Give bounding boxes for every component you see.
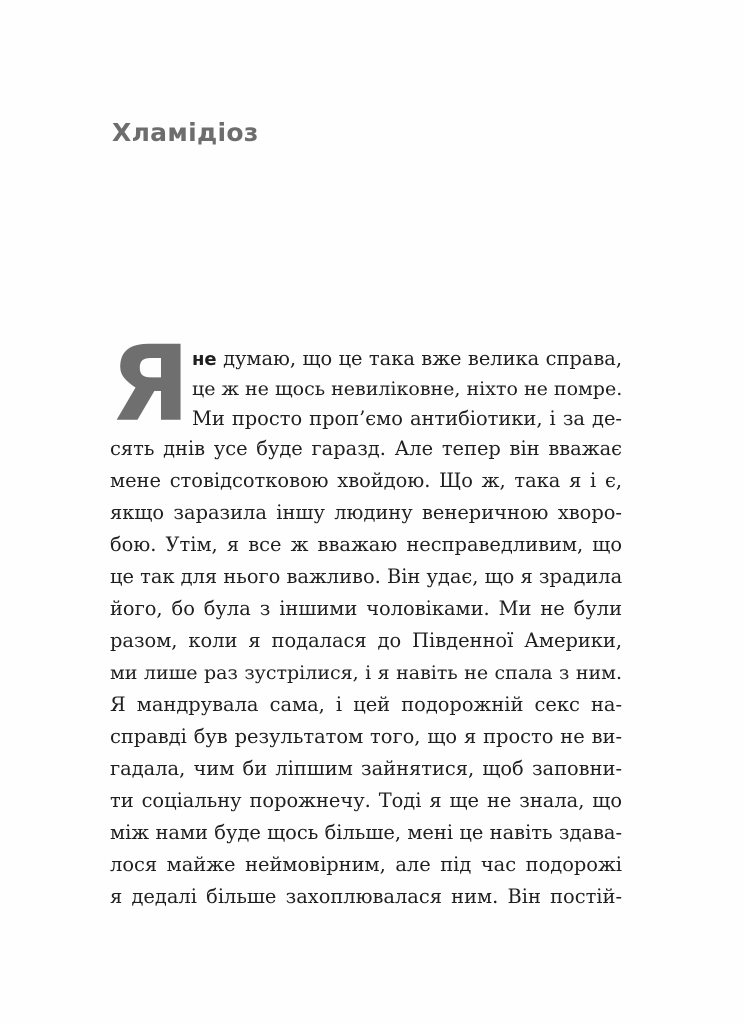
text-line: між нами буде щось більше, мені це навіть здава- <box>110 821 622 844</box>
text-line: це ж не щось невиліковне, ніхто не помре. <box>192 378 623 400</box>
lead-word: не <box>192 349 217 370</box>
drop-cap: Я <box>110 323 191 445</box>
text-line: сять днів усе буде гаразд. Але тепер він вважає <box>110 437 622 460</box>
text-line: мене стовідсотковою хвойдою. Що ж, така я і є, <box>110 469 622 492</box>
text-line: його, бо була з іншими чоловіками. Ми не були <box>110 597 622 620</box>
text-line: Я мандрувала сама, і цей подорожній секс на- <box>110 693 622 716</box>
chapter-title: Хламідіоз <box>112 118 259 147</box>
text-line: якщо заразила іншу людину венеричною хворо- <box>110 501 622 524</box>
text-line: ми лише раз зустрілися, і я навіть не спала з ним. <box>110 662 622 684</box>
text-line: Ми просто проп’ємо антибіотики, і за де- <box>192 407 622 430</box>
text-line: справді був результатом того, що я просто не ви- <box>110 725 622 748</box>
text-line: разом, коли я подалася до Південної Америки, <box>110 629 622 652</box>
text-line: лося майже неймовірним, але під час подорожі <box>110 853 622 876</box>
text-line: бою. Утім, я все ж вважаю несправедливим, що <box>110 533 622 556</box>
line-text: думаю, що це така вже велика справа, <box>223 347 623 370</box>
text-line <box>192 344 622 374</box>
text-line: це так для нього важливо. Він удає, що я зрадила <box>110 565 623 588</box>
text-line: гадала, чим би ліпшим зайнятися, щоб заповни- <box>110 757 622 780</box>
text-line: я дедалі більше захоплювалася ним. Він постій- <box>110 885 622 908</box>
text-line: ти соціальну порожнечу. Тоді я ще не знала, що <box>110 789 622 812</box>
